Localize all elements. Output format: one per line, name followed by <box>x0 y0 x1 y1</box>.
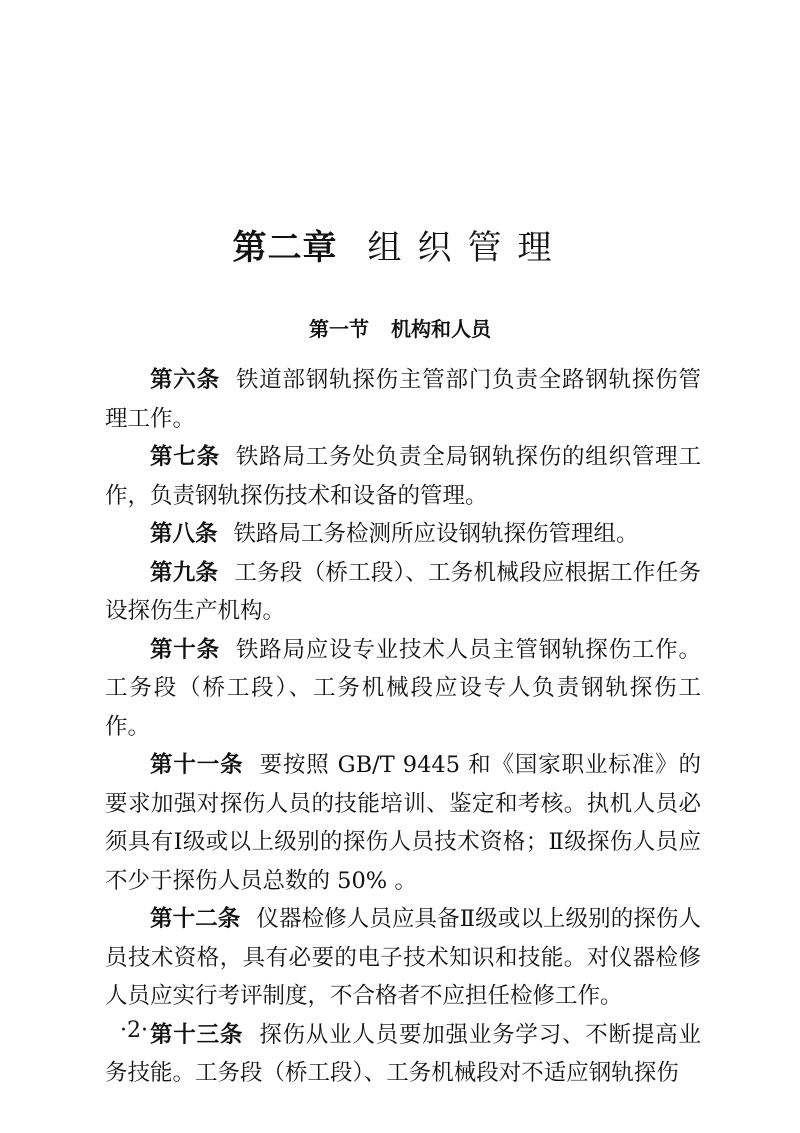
article-paragraph <box>105 631 701 747</box>
article-paragraph <box>105 746 701 900</box>
article-label: 第十一条 <box>150 752 244 778</box>
article-label: 第六条 <box>150 367 220 393</box>
article-text: 探伤从业人员要加强业务学习、不断提高业务技能。工务段（桥工段）、工务机械段对不适应钢轨探伤 <box>105 1021 701 1086</box>
section-name: 机构和人员 <box>391 317 491 341</box>
article-text: 铁路局工务处负责全局钢轨探伤的组织管理工作，负责钢轨探伤技术和设备的管理。 <box>105 444 701 509</box>
article-label: 第七条 <box>150 444 220 470</box>
chapter-title <box>0 226 800 270</box>
section-title <box>0 314 800 344</box>
article-label: 第八条 <box>150 521 218 547</box>
article-label: 第十二条 <box>150 906 241 932</box>
article-paragraph <box>105 554 701 631</box>
article-paragraph <box>105 1016 701 1093</box>
chapter-name: 组织管理 <box>367 228 568 268</box>
article-text: 铁路局应设专业技术人员主管钢轨探伤工作。工务段（桥工段）、工务机械段应设专人负责钢轨探伤工作。 <box>105 636 701 740</box>
article-text: 铁路局工务检测所应设钢轨探伤管理组。 <box>233 521 639 547</box>
article-text: 铁道部钢轨探伤主管部门负责全路钢轨探伤管理工作。 <box>105 367 701 432</box>
article-label: 第十三条 <box>150 1021 244 1048</box>
article-paragraph <box>105 438 701 515</box>
chapter-number: 第二章 <box>232 228 338 268</box>
article-label: 第十条 <box>150 636 220 663</box>
section-number: 第一节 <box>309 317 369 341</box>
article-paragraph <box>105 515 701 554</box>
page-number: ·2· <box>120 1018 148 1043</box>
article-text: 工务段（桥工段）、工务机械段应根据工作任务设探伤生产机构。 <box>105 559 701 624</box>
article-text: 仪器检修人员应具备Ⅱ级或以上级别的探伤人员技术资格，具有必要的电子技术知识和技能。对仪器检修人员应实行考评制度，不合格者不应担任检修工作。 <box>105 906 701 1009</box>
article-body <box>105 361 701 1093</box>
article-paragraph <box>105 900 701 1016</box>
article-text: 要按照 GB/T 9445 和《国家职业标准》的要求加强对探伤人员的技能培训、鉴定和考核。执机人员必须具有Ⅰ级或以上级别的探伤人员技术资格；Ⅱ级探伤人员应不少于探伤人员总数的 50% 。 <box>105 752 701 894</box>
article-label: 第九条 <box>150 559 219 586</box>
article-paragraph <box>105 361 701 438</box>
